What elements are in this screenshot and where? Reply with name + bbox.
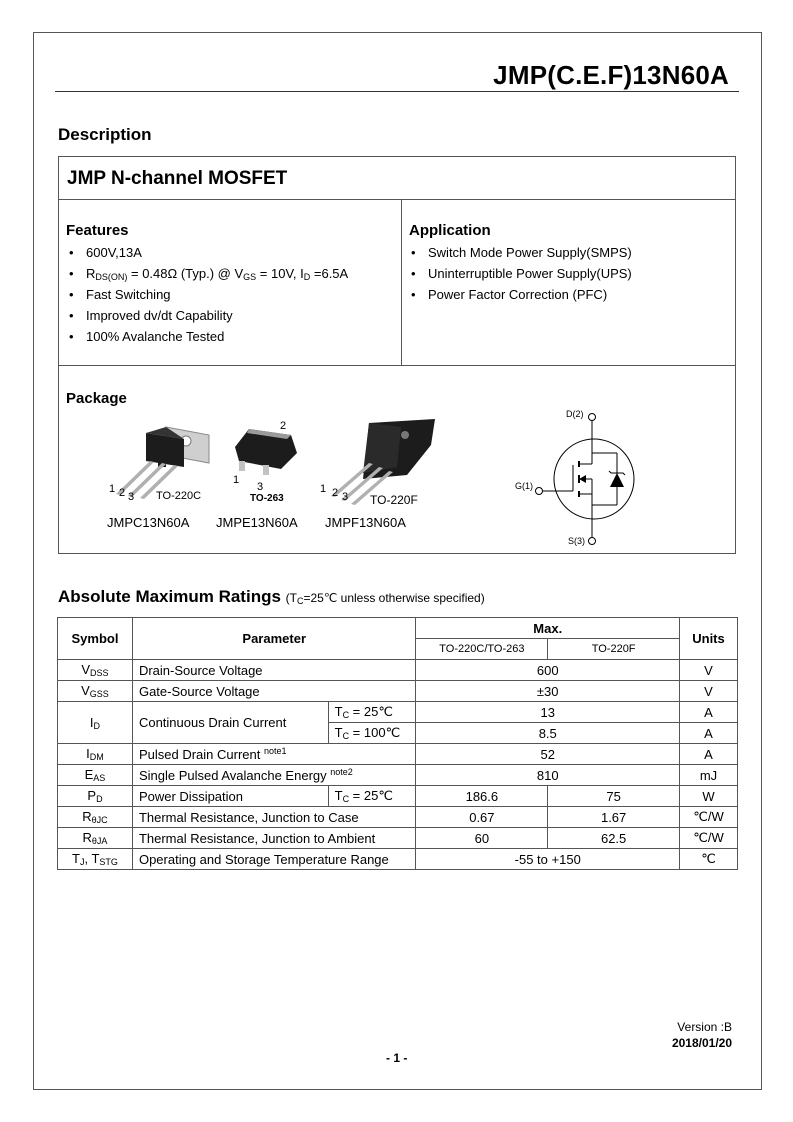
feature-item: • 100% Avalanche Tested	[59, 326, 348, 347]
ratings-condition: ($T_C=25℃$ unless otherwise specified)	[285, 591, 485, 606]
feature-item-rds: • $R_{DS(ON)} = 0.48\Omega$ (Typ.) @ $V_{GS} = 10V$, $I_D =6.5A$	[59, 263, 348, 284]
package-type-label: TO-220C	[156, 490, 202, 502]
version-label: Version :B	[677, 1020, 732, 1034]
pin-label: 2	[119, 487, 126, 499]
value-cell: 1.67	[548, 807, 680, 828]
table-row	[58, 828, 738, 849]
parameter-cell: Pulsed Drain Current $^{note1}$	[132, 744, 416, 765]
gate-pin-label: G(1)	[515, 481, 533, 491]
pin-label: 2	[332, 487, 339, 499]
parameter-cell: Continuous Drain Current	[132, 702, 328, 744]
value-cell: 0.67	[416, 807, 548, 828]
condition-cell: $T_C$ = 25℃	[328, 702, 416, 723]
pin-label: 3	[257, 481, 264, 493]
unit-cell: A	[679, 723, 737, 744]
table-row	[58, 849, 738, 870]
application-heading: Application	[409, 222, 491, 239]
table-row	[58, 786, 738, 807]
unit-cell: V	[679, 681, 737, 702]
unit-cell: ℃/W	[679, 828, 737, 849]
pin-label: 3	[342, 491, 349, 503]
symbol-cell: $V_{GSS}$	[58, 681, 133, 702]
part-number-f: JMPF13N60A	[325, 515, 406, 530]
unit-cell: mJ	[679, 765, 737, 786]
value-cell: ±30	[416, 681, 680, 702]
pin-label: 1	[109, 483, 116, 495]
parameter-cell: Drain-Source Voltage	[132, 660, 416, 681]
header-max: Max.	[416, 618, 680, 639]
unit-cell: W	[679, 786, 737, 807]
application-list	[401, 242, 632, 305]
drain-pin-label: D(2)	[566, 409, 584, 419]
header-pkg1: TO-220C/TO-263	[416, 639, 548, 660]
symbol-cell: $R_{\theta JC}$	[58, 807, 133, 828]
document-title: JMP(C.E.F)13N60A	[493, 60, 729, 90]
symbol-cell: $R_{\theta JA}$	[58, 828, 133, 849]
unit-cell: ℃/W	[679, 807, 737, 828]
parameter-cell: Single Pulsed Avalanche Energy $^{note2}$	[132, 765, 416, 786]
feature-item: • Improved dv/dt Capability	[59, 305, 348, 326]
symbol-cell: $E_{AS}$	[58, 765, 133, 786]
value-cell: 52	[416, 744, 680, 765]
header-symbol: Symbol	[58, 618, 133, 660]
title-rule	[55, 91, 739, 92]
header-pkg2: TO-220F	[548, 639, 680, 660]
package-type-label: TO-220F	[370, 493, 418, 507]
date-label: 2018/01/20	[671, 1036, 732, 1050]
application-item: • Switch Mode Power Supply(SMPS)	[401, 242, 632, 263]
condition-cell: $T_C$ = 25℃	[328, 786, 416, 807]
table-row	[58, 744, 738, 765]
table-row	[58, 807, 738, 828]
value-cell: -55 to +150	[416, 849, 680, 870]
value-cell: 75	[548, 786, 680, 807]
value-cell: 60	[416, 828, 548, 849]
value-cell: 8.5	[416, 723, 680, 744]
feature-item: • 600V,13A	[59, 242, 348, 263]
part-number-e: JMPE13N60A	[216, 515, 298, 530]
ratings-heading: Absolute Maximum Ratings ($T_C=25℃$ unless otherwise specified)	[58, 587, 485, 606]
feature-item: • Fast Switching	[59, 284, 348, 305]
unit-cell: A	[679, 744, 737, 765]
table-row	[58, 660, 738, 681]
features-heading: Features	[66, 222, 129, 239]
application-item: • Power Factor Correction (PFC)	[401, 284, 632, 305]
value-cell: 186.6	[416, 786, 548, 807]
description-heading: Description	[58, 125, 152, 144]
parameter-cell: Thermal Resistance, Junction to Case	[132, 807, 416, 828]
unit-cell: V	[679, 660, 737, 681]
application-item: • Uninterruptible Power Supply(UPS)	[401, 263, 632, 284]
table-row	[58, 765, 738, 786]
table-row	[58, 681, 738, 702]
to263-package-image	[231, 425, 301, 479]
parameter-cell: Gate-Source Voltage	[132, 681, 416, 702]
symbol-cell: $P_D$	[58, 786, 133, 807]
pin-label: 1	[233, 474, 240, 486]
symbol-cell: $V_{DSS}$	[58, 660, 133, 681]
parameter-cell: Thermal Resistance, Junction to Ambient	[132, 828, 416, 849]
absolute-max-ratings-table	[57, 617, 738, 870]
symbol-cell: $T_J$, $T_{STG}$	[58, 849, 133, 870]
pin-label: 1	[320, 483, 327, 495]
description-box	[58, 156, 736, 554]
package-heading: Package	[66, 390, 127, 407]
value-cell: 810	[416, 765, 680, 786]
product-name: JMP N-channel MOSFET	[67, 168, 288, 189]
unit-cell: A	[679, 702, 737, 723]
condition-cell: $T_C$ = 100℃	[328, 723, 416, 744]
features-list	[59, 242, 348, 347]
header-parameter: Parameter	[132, 618, 416, 660]
unit-cell: ℃	[679, 849, 737, 870]
value-cell: 600	[416, 660, 680, 681]
source-pin-label: S(3)	[568, 536, 586, 546]
pin-label: 2	[280, 420, 287, 432]
header-units: Units	[679, 618, 737, 660]
features-application-row	[59, 200, 735, 366]
package-type-label: TO-263	[250, 493, 284, 504]
value-cell: 62.5	[548, 828, 680, 849]
product-header	[59, 157, 735, 200]
pin-label: 3	[128, 491, 135, 503]
part-number-c: JMPC13N60A	[107, 515, 190, 530]
mosfet-symbol-icon	[499, 409, 639, 549]
table-header-row	[58, 618, 738, 639]
parameter-cell: Operating and Storage Temperature Range	[132, 849, 416, 870]
parameter-cell: Power Dissipation	[132, 786, 328, 807]
page-number: - 1 -	[386, 1051, 408, 1065]
symbol-cell: $I_D$	[58, 702, 133, 744]
table-row	[58, 702, 738, 723]
value-cell: 13	[416, 702, 680, 723]
symbol-cell: $I_{DM}$	[58, 744, 133, 765]
